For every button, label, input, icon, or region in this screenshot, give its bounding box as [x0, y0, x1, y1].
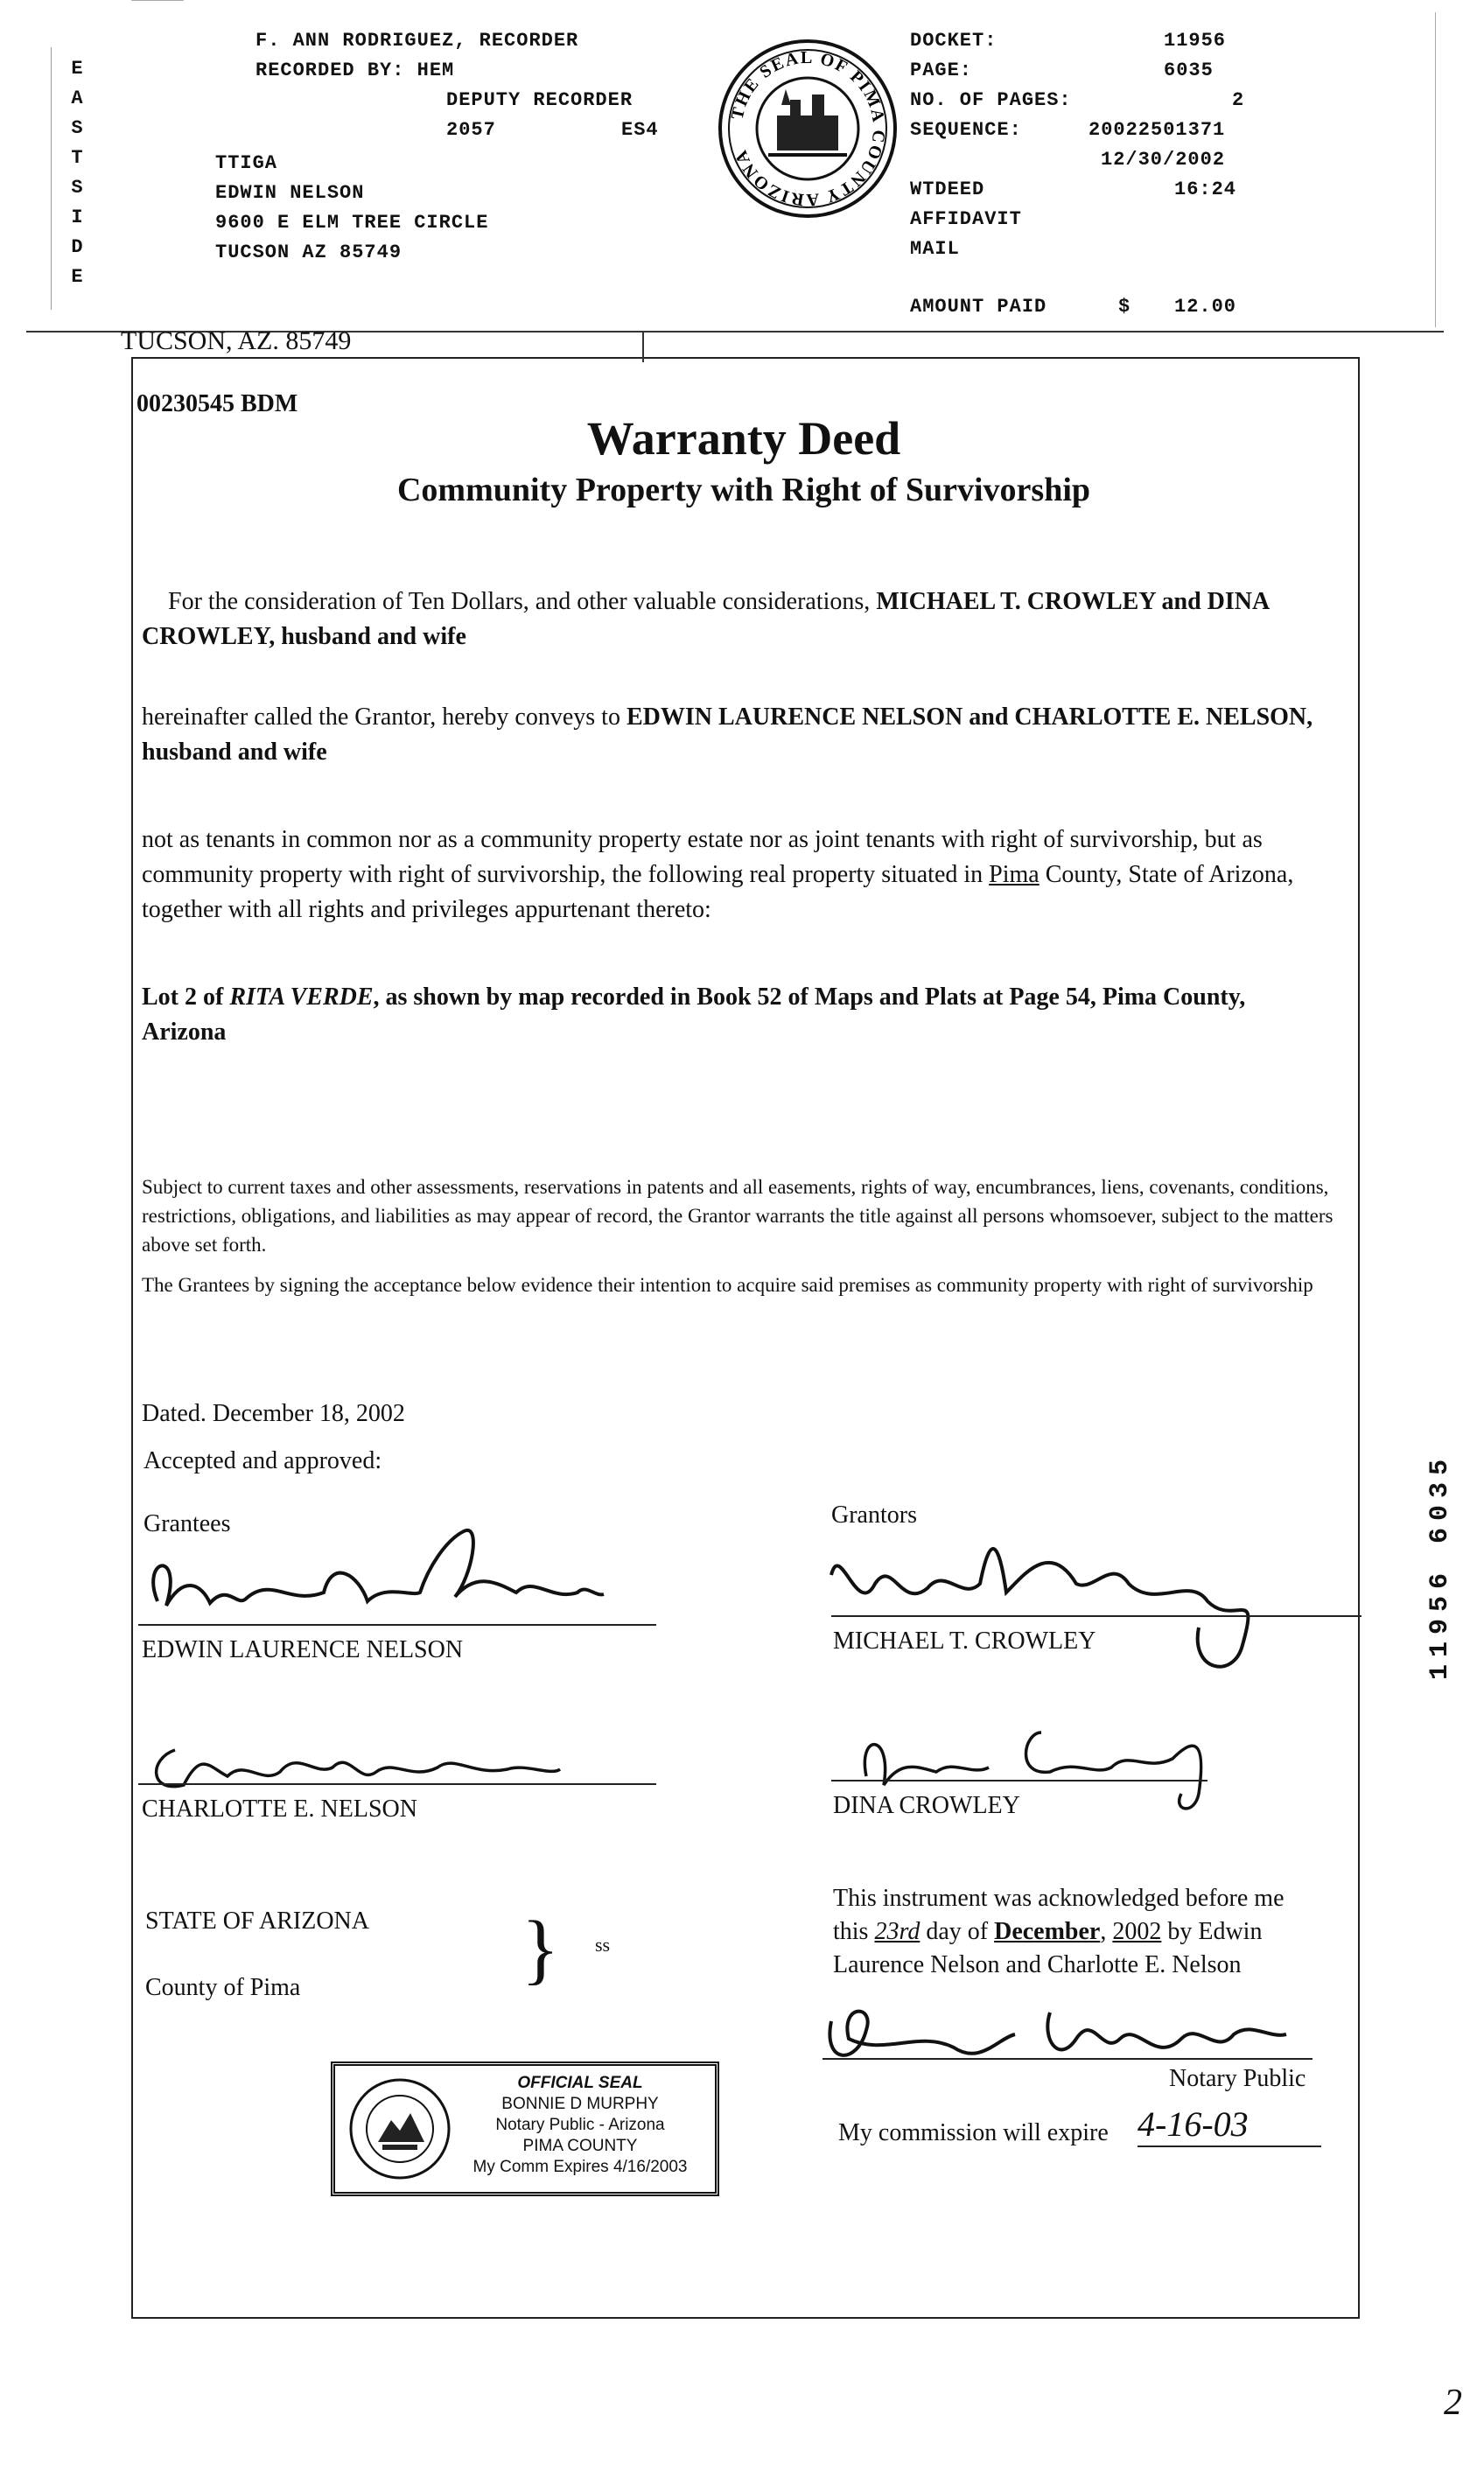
tenancy-paragraph	[142, 822, 1367, 928]
side-letter: A	[71, 88, 83, 109]
docket-value: 11956	[1164, 30, 1227, 52]
grantee2-signature-icon	[140, 1715, 578, 1802]
county-of: County of Pima	[145, 1974, 301, 2001]
side-letter: I	[71, 206, 83, 228]
seal-line: BONNIE D MURPHY	[501, 2095, 659, 2113]
grantor1-signature-icon	[822, 1522, 1312, 1698]
deed-title: Warranty Deed	[586, 412, 901, 465]
county-seal-icon	[716, 37, 900, 220]
grantee2-signature-line	[138, 1783, 656, 1785]
seal-line: OFFICIAL SEAL	[517, 2074, 643, 2092]
commission-line	[1138, 2146, 1321, 2147]
tucson-line: TUCSON, AZ. 85749	[121, 326, 352, 355]
grantee1-name: EDWIN LAURENCE NELSON	[142, 1636, 464, 1663]
side-letter: T	[71, 147, 83, 169]
recorder-name: F. ANN RODRIGUEZ, RECORDER	[256, 30, 579, 52]
legal-description	[142, 980, 1332, 1050]
legal-map: , as shown by map recorded in Book 52 of Maps and Plats at Page 54, Pima County, Arizona	[142, 984, 1246, 1046]
margin-stamp	[1414, 1400, 1466, 1732]
return-street: 9600 E ELM TREE CIRCLE	[215, 212, 489, 234]
county-name: Pima	[989, 861, 1040, 888]
deed-subtitle: Community Property with Right of Survivorship	[396, 472, 1091, 508]
record-time: 16:24	[1174, 178, 1237, 200]
amount-label: AMOUNT PAID	[910, 296, 1047, 318]
conveyance-paragraph	[142, 700, 1332, 770]
venue-brace: }	[522, 1906, 560, 1992]
mail: MAIL	[910, 238, 960, 260]
grantor2-signature-line	[831, 1780, 1208, 1782]
commission-date: 4-16-03	[1138, 2104, 1249, 2144]
side-divider	[51, 47, 52, 310]
legal-lot: Lot 2 of	[142, 984, 224, 1011]
pages-value: 2	[1232, 89, 1245, 111]
sequence-label: SEQUENCE:	[910, 119, 1022, 141]
amount-value: 12.00	[1174, 296, 1237, 318]
consideration-paragraph	[142, 584, 1332, 654]
corner-mark: 2	[1444, 2383, 1462, 2423]
ack-year: 2002	[1112, 1918, 1162, 1945]
grantor2-name: DINA CROWLEY	[833, 1792, 1020, 1819]
ack-by: by Edwin	[1167, 1918, 1263, 1945]
subdivision-name: RITA VERDE	[229, 984, 374, 1011]
side-letter: E	[71, 266, 83, 288]
ack-line1: This instrument was acknowledged before me	[833, 1885, 1284, 1912]
record-date: 12/30/2002	[1101, 149, 1226, 171]
amount-currency: $	[1118, 296, 1131, 318]
tenancy-text-end: County, State of Arizona, together with all rights and privileges appurtenant thereto:	[142, 861, 1294, 923]
consideration-text: For the consideration of Ten Dollars, and other valuable considerations,	[168, 588, 871, 615]
seal-text: THE SEAL OF PIMA COUNTY ARIZONA	[727, 47, 889, 210]
state-seal-icon	[347, 2076, 452, 2181]
commission-label: My commission will expire	[838, 2119, 1109, 2146]
grantor1-name: MICHAEL T. CROWLEY	[833, 1628, 1096, 1655]
notary-public-label: Notary Public	[1169, 2065, 1306, 2092]
sequence-value: 20022501371	[1088, 119, 1226, 141]
grantee-names: EDWIN LAURENCE NELSON and CHARLOTTE E. NELSON, husband and wife	[142, 704, 1313, 766]
side-letter: D	[71, 236, 83, 258]
margin-stamp-text: 11956 6035	[1425, 1452, 1455, 1681]
frame-tick	[642, 331, 644, 362]
recorder-code: 2057	[446, 119, 496, 141]
notary-stamp	[331, 2062, 719, 2196]
pages-label: NO. OF PAGES:	[910, 89, 1072, 111]
page-label: PAGE:	[910, 60, 973, 81]
side-letter: S	[71, 177, 83, 199]
subject-paragraph: Subject to current taxes and other assessments, reservations in patents and all easements, rights of way, encumbrances, liens, covenants, conditions, restrictions, obligations, and liabilities as may appear of record, the Grantor warrants the title against all persons whomsoever, subject to the matters above set forth.	[142, 1176, 1334, 1256]
ack-this: this	[833, 1918, 869, 1945]
grantor1-signature-line	[831, 1615, 1362, 1617]
grantees-label: Grantees	[144, 1510, 231, 1537]
recorded-by: RECORDED BY: HEM	[256, 60, 455, 81]
grantors-label: Grantors	[831, 1502, 917, 1529]
ack-line2: this 23rd day of December, 2002 by Edwin	[833, 1918, 1263, 1945]
seal-line: My Comm Expires 4/16/2003	[472, 2158, 688, 2176]
recorder-code2: ES4	[621, 119, 659, 141]
ack-day: 23rd	[874, 1918, 920, 1945]
grantee-intent-paragraph: The Grantees by signing the acceptance below evidence their intention to acquire said premises as community property with right of survivorship	[142, 1274, 1313, 1296]
affidavit: AFFIDAVIT	[910, 208, 1022, 230]
side-label	[68, 54, 86, 292]
grantee1-signature-icon	[131, 1522, 621, 1636]
grantor-names: MICHAEL T. CROWLEY and DINA CROWLEY, husband and wife	[142, 588, 1269, 650]
top-tick	[131, 0, 184, 1]
conveyance-text: hereinafter called the Grantor, hereby conveys to	[142, 704, 620, 731]
right-divider	[1435, 12, 1436, 327]
notary-signature-line	[822, 2058, 1312, 2060]
ss: ss	[595, 1934, 611, 1956]
deputy-recorder: DEPUTY RECORDER	[446, 89, 634, 111]
doc-type: WTDEED	[910, 178, 985, 200]
grantee1-signature-line	[138, 1624, 656, 1626]
document-id: 00230545 BDM	[136, 390, 298, 417]
grantee2-name: CHARLOTTE E. NELSON	[142, 1796, 417, 1823]
side-letter: E	[71, 58, 83, 80]
docket-label: DOCKET:	[910, 30, 998, 52]
seal-line: PIMA COUNTY	[522, 2137, 638, 2155]
ttiga: TTIGA	[215, 152, 278, 174]
ack-line3: Laurence Nelson and Charlotte E. Nelson	[833, 1951, 1242, 1978]
ack-day-of: day of	[926, 1918, 989, 1945]
ack-month: December	[994, 1918, 1101, 1945]
dated: Dated. December 18, 2002	[142, 1400, 405, 1427]
accepted-approved: Accepted and approved:	[144, 1447, 382, 1474]
notary-stamp-text	[449, 2073, 711, 2178]
side-letter: S	[71, 117, 83, 139]
county-seal	[716, 37, 900, 220]
page-value: 6035	[1164, 60, 1214, 81]
return-name: EDWIN NELSON	[215, 182, 365, 204]
tenancy-text: not as tenants in common nor as a community property estate nor as joint tenants with right of survivorship, but as community property with right of survivorship, the following real property situated in	[142, 826, 1263, 888]
seal-line: Notary Public - Arizona	[495, 2116, 665, 2134]
state-of: STATE OF ARIZONA	[145, 1908, 369, 1935]
return-city: TUCSON AZ 85749	[215, 242, 402, 263]
